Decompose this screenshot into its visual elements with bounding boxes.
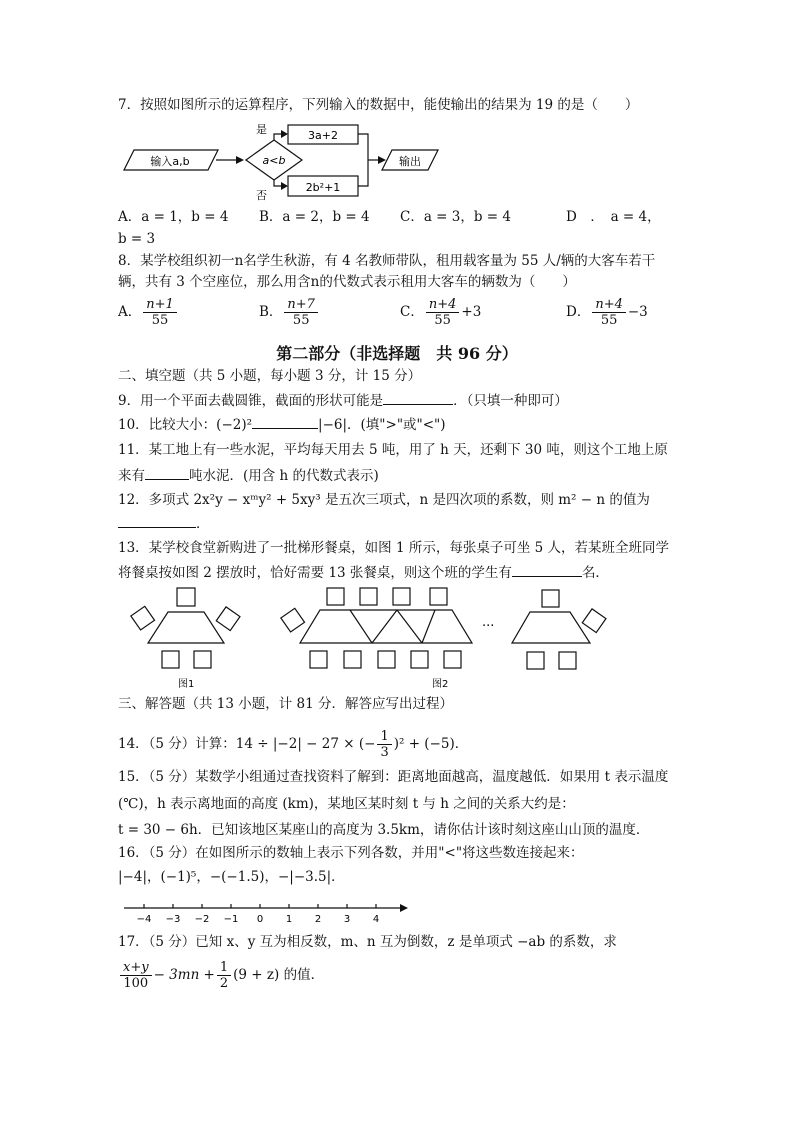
q9-blank [383,390,453,405]
q15-line3: t = 30 − 6h．已知该地区某座山的高度为 3.5km，请你估计该时刻这座山山顶的温度． [118,822,650,838]
q10: 10．比较大小：(−2)² |−6|．(填">"或"<") [118,414,446,434]
flowchart [120,120,450,205]
figure2-right-end [512,590,606,669]
axis-tick-label: −2 [194,914,210,925]
axis-arrow [400,904,408,912]
q12-blank [118,513,196,528]
q11-blank [145,465,189,480]
q8-line2: 辆，共有 3 个空座位，那么用含n的代数式表示租用大客车的辆数为（ ） [118,274,576,290]
fill-header: 二、填空题（共 5 小题，每小题 3 分，计 15 分） [118,368,422,384]
q12-line2: ． [118,513,210,533]
flow-output-text: 输出 [399,155,421,168]
q7-option-c: C．a = 3，b = 4 [400,209,511,225]
q15-line2: (℃)，h 表示离地面的高度 (km)，某地区某时刻 t 与 h 之间的关系大约是： [118,796,575,812]
q13-line2: 将餐桌按如图 2 摆放时，恰好需要 13 张餐桌，则这个班的学生有 名． [118,562,609,582]
q16-line2: |−4|，(−1)⁵，−(−1.5)，−|−3.5|． [118,869,345,885]
q12-line1: 12．多项式 2x²y − xᵐy² + 5xy³ 是五次三项式，n 是四次项的系数，则 m² − n 的值为 [118,492,650,508]
q11-line2: 来有 吨水泥．(用含 h 的代数式表示) [118,465,379,485]
q17-line1: 17．（5 分）已知 x、y 互为相反数，m、n 互为倒数，z 是单项式 −ab 的系数，求 [118,934,617,950]
part2-heading: 第二部分（非选择题 共 96 分） [276,344,518,363]
axis-tick-label: 2 [314,914,322,925]
figure1-caption: 图1 [178,679,195,690]
flow-cond-text: a<b [262,154,286,167]
q8-option-a: A． $\frac{n+1}{55}$ [118,297,179,328]
solve-header: 三、解答题（共 13 小题，计 81 分．解答应写出过程） [118,696,454,712]
q8-option-b: B． $\frac{n+7}{55}$ [259,297,320,328]
axis-tick-label: 1 [285,914,293,925]
figure2-tables [281,588,472,690]
q17-line2: $\frac{x+y}{100}$ − 3mn + $\frac{1}{2}$ (9 + z) 的值． [118,960,324,991]
axis-tick-label: 4 [372,914,380,925]
axis-tick-label: −1 [223,914,239,925]
q7-option-d-cont: b = 3 [118,231,156,247]
flow-box-yes-text: 3a+2 [308,129,338,142]
q13-blank [512,562,582,577]
axis-tick-label: 3 [343,914,351,925]
number-line [120,895,415,927]
q8-line1: 8．某学校组织初一n名学生秋游，有 4 名教师带队，租用载客量为 55 人/辆的大客车若干 [118,253,656,269]
q9: 9．用一个平面去截圆锥，截面的形状可能是 ．（只填一种即可） [118,390,568,410]
figure1-table [131,588,240,690]
axis-tick-label: 0 [256,914,264,925]
q7-option-a: A．a = 1，b = 4 [118,209,229,225]
flow-box-no-text: 2b²+1 [305,181,341,194]
continuation-dots: ··· [482,619,495,634]
q7-option-b: B．a = 2，b = 4 [259,209,370,225]
q10-blank [252,414,318,429]
q13-line1: 13．某学校食堂新购进了一批梯形餐桌，如图 1 所示，每张桌子可坐 5 人，若某班全班同学 [118,540,670,556]
q11-line1: 11．某工地上有一些水泥，平均每天用去 5 吨，用了 h 天，还剩下 30 吨，则这个工地上原 [118,442,668,458]
q7-option-d: D ． a = 4， [566,209,661,225]
flow-yes-label: 是 [256,123,267,136]
q7-stem: 7．按照如图所示的运算程序，下列输入的数据中，能使输出的结果为 19 的是（ ） [118,97,639,113]
flow-input-text: 输入a,b [150,155,190,168]
q16-line1: 16．（5 分）在如图所示的数轴上表示下列各数，并用"<"将这些数连接起来： [118,845,584,861]
q15-line1: 15．（5 分）某数学小组通过查找资料了解到：距离地面越高，温度越低．如果用 t 表示温度 [118,769,669,785]
tables-figure [120,580,620,692]
q14: 14．（5 分）计算：14 ÷ |−2| − 27 × (− $\frac{1}{3}$ )² + (−5)． [118,729,469,760]
axis-tick-label: −3 [165,914,181,925]
figure2-caption: 图2 [432,679,449,690]
q8-option-c: C． $\frac{n+4}{55}$ +3 [400,297,482,328]
axis-tick-label: −4 [136,914,152,925]
flow-no-label: 否 [256,189,267,202]
q8-option-d: D． $\frac{n+4}{55}$ −3 [566,297,648,328]
